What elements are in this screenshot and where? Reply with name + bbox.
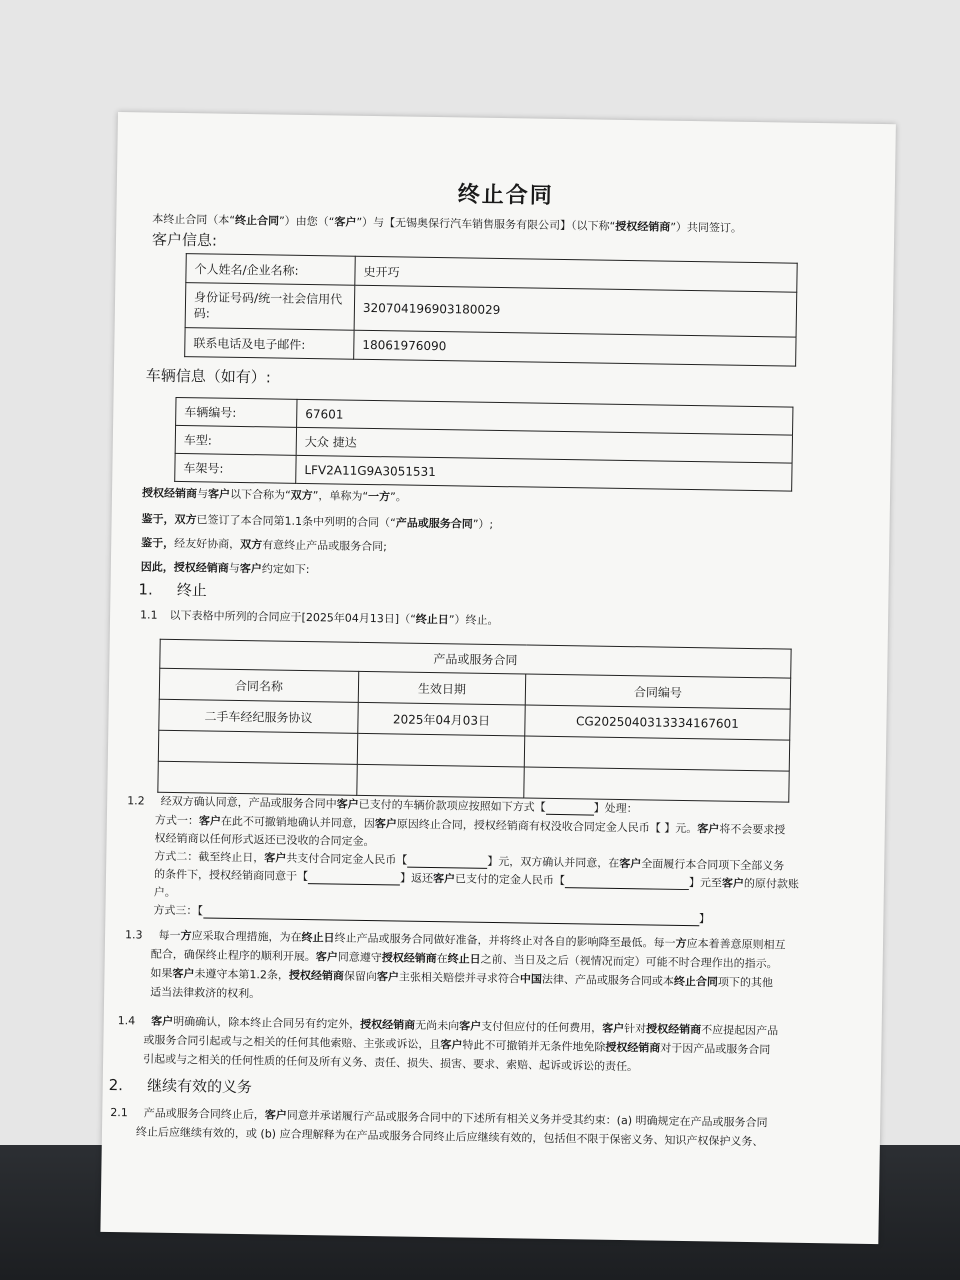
- deposit-amount-blank[interactable]: [407, 867, 487, 869]
- clause-1-3-line-3: 如果客户未遵守本第1.2条，授权经销商保留向客户主张相关赔偿并寻求符合中国法律、产品或服务合同或本终止合同项下的其他: [150, 966, 774, 990]
- client-id-label: 身份证号码/统一社会信用代码:: [185, 283, 355, 331]
- client-id-value: 320704196903180029: [354, 285, 797, 337]
- whereas-1: 鉴于，双方已签订了本合同第1.1条中列明的合同（“产品或服务合同”）;: [141, 512, 494, 531]
- contract-number-cell: [524, 767, 789, 802]
- method-1-line-2: 权经销商以任何形式返还已没收的合同定金。: [154, 831, 375, 849]
- clause-1-4-line-1: 1.4 客户明确确认，除本终止合同另有约定外，授权经销商无尚未向客户支付但应付的任何费用，客户针对授权经销商不应提起因产品: [117, 1014, 779, 1038]
- contract-table: [157, 639, 791, 803]
- contract-name-cell: [158, 761, 357, 795]
- contract-header-name: 合同名称: [159, 668, 358, 702]
- client-name-label: 个人姓名/企业名称:: [186, 254, 355, 286]
- contract-number-cell: [524, 736, 789, 771]
- contract-date-cell: [357, 733, 524, 767]
- contract-paper: [100, 112, 895, 1244]
- client-contact-label: 联系电话及电子邮件:: [185, 328, 354, 360]
- vehicle-vin-value: LFV2A11G9A3051531: [296, 455, 792, 491]
- refund-date-blank[interactable]: [308, 883, 400, 885]
- vehicle-number-label: 车辆编号:: [176, 397, 297, 427]
- vehicle-info-heading: 车辆信息（如有）:: [145, 366, 272, 387]
- clause-1-3-line-1: 1.3 每一方应采取合理措施，为在终止日终止产品或服务合同做好准备，并将终止对各自的影响降至最低。每一方应本着善意原则相互: [124, 928, 786, 952]
- clause-1-3-line-4: 适当法律救济的权利。: [150, 985, 261, 1001]
- contract-table-caption: 产品或服务合同: [160, 639, 791, 678]
- contract-header-number: 合同编号: [525, 674, 790, 709]
- whereas-2: 鉴于，经友好协商，双方有意终止产品或服务合同;: [141, 536, 388, 554]
- method-2-line-2: 的条件下，授权经销商同意于【 】返还客户已支付的定金人民币【 】元至客户的原付款账: [153, 867, 800, 891]
- clause-1-2-line-1: 1.2 经双方确认同意，产品或服务合同中客户已支付的车辆价款项应按照如下方式【 】处理：: [127, 794, 638, 816]
- method-1-line-1: 方式一：客户在此不可撤销地确认并同意，因客户原因终止合同，授权经销商有权没收合同定金人民币【 】元。客户将不会要求授: [154, 813, 786, 837]
- vehicle-model-label: 车型:: [175, 425, 296, 455]
- parties-definition: 授权经销商与客户以下合称为“双方”，单称为“一方”。: [141, 486, 407, 504]
- contract-date-cell: 2025年04月03日: [358, 702, 525, 736]
- method-2-line-1: 方式二：截至终止日，客户共支付合同定金人民币【 】元，双方确认并同意，在客户全面履行本合同项下全部义务: [154, 849, 785, 873]
- method-3-blank[interactable]: [203, 917, 699, 926]
- client-contact-value: 18061976090: [354, 330, 796, 366]
- contract-date-cell: [357, 764, 524, 798]
- clause-1-3-line-2: 配合，确保终止程序的顺利开展。客户同意遵守授权经销商在终止日之前、当日及之后（视情况而定）可能不时合理作出的指示。: [150, 947, 778, 971]
- intro-paragraph: 本终止合同（本“终止合同”）由您（“客户”）与【无锡奥保行汽车销售服务有限公司】（以下称“授权经销商”）共同签订。: [152, 212, 743, 235]
- clause-1-4-line-2: 或服务合同引起或与之相关的任何其他索赔、主张或诉讼，且客户特此不可撤销并无条件地免除授权经销商对于因产品或服务合同: [143, 1033, 771, 1057]
- contract-header-date: 生效日期: [358, 671, 525, 705]
- section-2-heading: 2. 继续有效的义务: [108, 1075, 253, 1097]
- vehicle-model-value: 大众 捷达: [296, 427, 792, 463]
- contract-name-cell: [158, 730, 357, 764]
- section-1-heading: 1. 终止: [138, 580, 207, 600]
- clause-2-1-line-1: 2.1 产品或服务合同终止后，客户同意并承诺履行产品或服务合同中的下述所有相关义务并受其约束：(a) 明确规定在产品或服务合同: [110, 1106, 768, 1130]
- contract-name-cell: 二手车经纪服务协议: [159, 699, 358, 733]
- clause-1-1: 1.1 以下表格中所列的合同应于[2025年04月13日]（“终止日”）终止。: [140, 608, 499, 628]
- clause-1-4-line-3: 引起或与之相关的任何性质的任何及所有义务、责任、损失、损害、要求、索赔、起诉或诉讼的责任。: [143, 1052, 639, 1074]
- client-info-heading: 客户信息:: [151, 230, 218, 250]
- payment-method-blank[interactable]: [546, 814, 594, 816]
- document-title: 终止合同: [457, 182, 554, 209]
- therefore-clause: 因此，授权经销商与客户约定如下:: [140, 560, 310, 577]
- client-name-value: 史开巧: [355, 256, 797, 292]
- clause-2-1-line-2: 终止后应继续有效的，或 (b) 应合理解释为在产品或服务合同终止后应继续有效的，包括但不限于保密义务、知识产权保护义务、: [135, 1125, 764, 1149]
- method-3-line: 方式三：【】: [153, 903, 711, 926]
- vehicle-info-table: [174, 397, 793, 492]
- client-info-table: [184, 253, 798, 367]
- vehicle-vin-label: 车架号:: [175, 453, 296, 483]
- contract-number-cell: CG2025040313334167601: [525, 705, 790, 740]
- refund-amount-blank[interactable]: [565, 887, 689, 890]
- method-2-line-3: 户。: [153, 885, 176, 900]
- vehicle-number-value: 67601: [297, 399, 793, 435]
